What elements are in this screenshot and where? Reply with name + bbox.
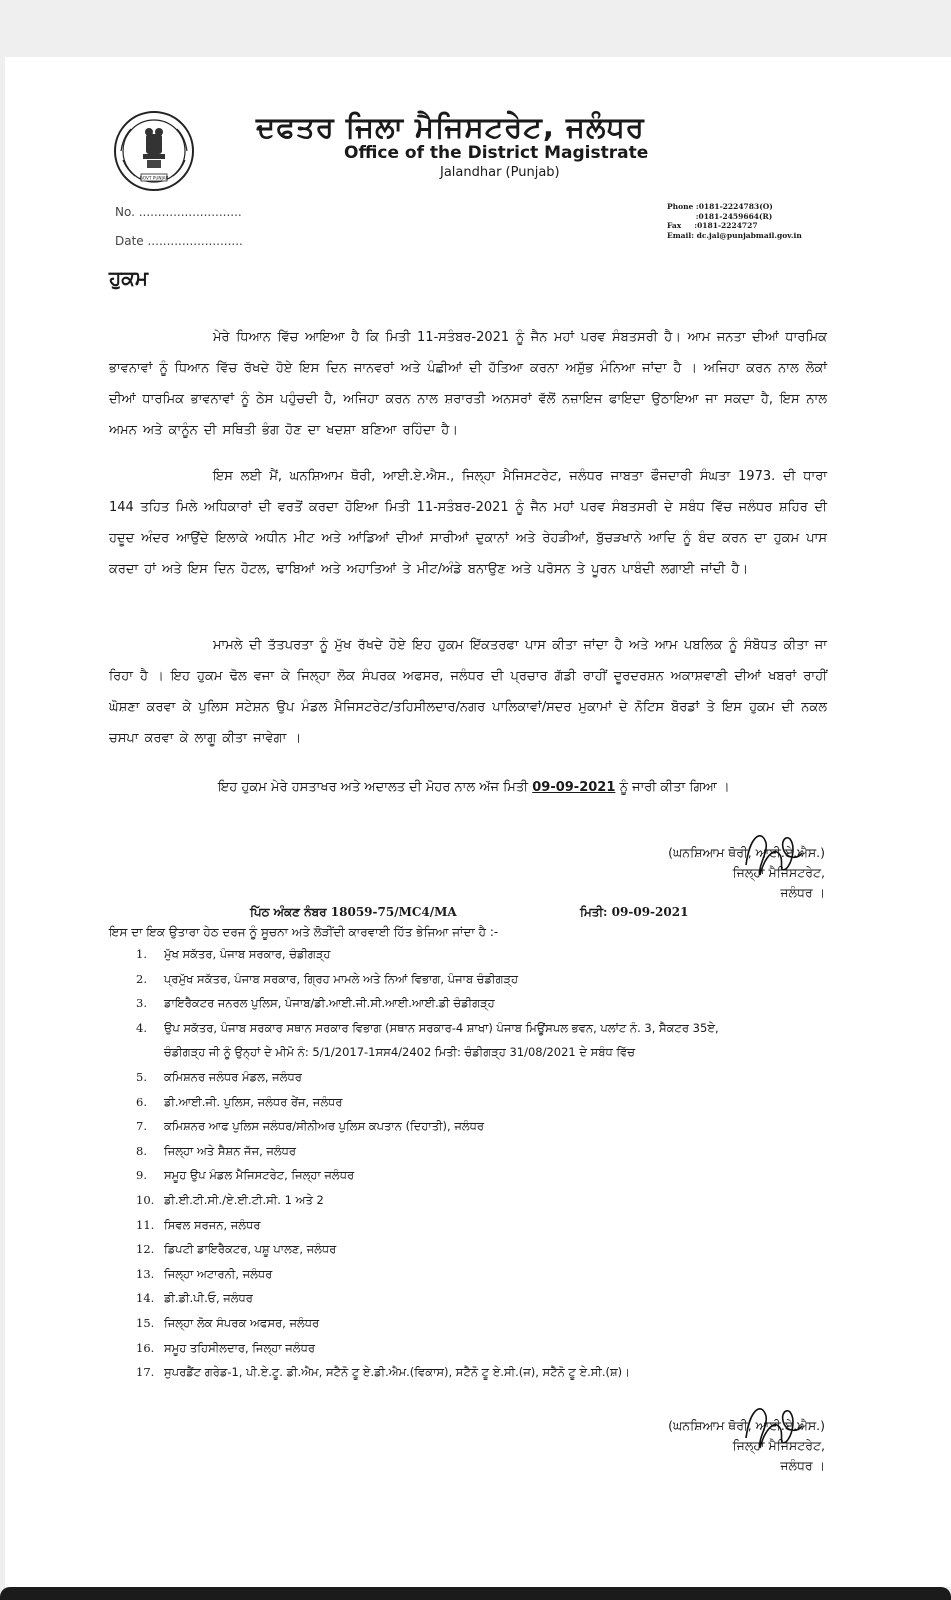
list-item: 1. ਮੁੱਖ ਸਕੱਤਰ, ਪੰਜਾਬ ਸਰਕਾਰ, ਚੰਡੀਗੜ੍ਹ bbox=[136, 947, 331, 961]
list-item: 9. ਸਮੂਹ ਉਪ ਮੰਡਲ ਮੈਜਿਸਟਰੇਟ, ਜਿਲ੍ਹਾ ਜਲੰਧਰ bbox=[136, 1168, 355, 1183]
reference-date-field: Date ......................... bbox=[115, 234, 243, 248]
list-item: 12. ਡਿਪਟੀ ਡਾਇਰੈਕਟਰ, ਪਸ਼ੂ ਪਾਲਣ, ਜਲੰਧਰ bbox=[136, 1242, 337, 1257]
list-item: 6. ਡੀ.ਆਈ.ਜੀ. ਪੁਲਿਸ, ਜਲੰਧਰ ਰੇਂਜ, ਜਲੰਧਰ bbox=[136, 1094, 343, 1109]
list-item: 8. ਜਿਲ੍ਹਾ ਅਤੇ ਸੈਸ਼ਨ ਜੱਜ, ਜਲੰਧਰ bbox=[136, 1143, 297, 1158]
contact-phone-office: Phone :0181-2224783(O) bbox=[667, 202, 773, 211]
signatory-name: (ਘਨਸ਼ਿਆਮ ਥੋਰੀ, ਆਈ.ਏ.ਐਸ.) bbox=[668, 1418, 825, 1433]
order-heading: ਹੁਕਮ bbox=[109, 266, 149, 290]
signatory-place: ਜਲੰਧਰ । bbox=[780, 1458, 825, 1473]
signatory-designation: ਜਿਲ੍ਹਾ ਮੈਜਿਸਟਰੇਟ, bbox=[732, 865, 825, 880]
list-item: 4. ਉਪ ਸਕੱਤਰ, ਪੰਜਾਬ ਸਰਕਾਰ ਸਥਾਨ ਸਰਕਾਰ ਵਿਭਾਗ (ਸਥਾਨ ਸਰਕਾਰ-4 ਸ਼ਾਖਾ) ਪੰਜਾਬ ਮਿਊਂਸਪਲ ਭਵਨ, ਪਲਾਂਟ ਨੰ. 3, ਸੈਕਟਰ 35ਏ, ਚੰਡੀਗੜ੍ਹ ਜੀ ਨੂੰ ਉਨ੍ਹਾਂ ਦੇ ਮੀਮੋ ਨੰ: 5/1/2017-1ਸਸ4/2402 ਮਿਤੀ: ਚੰਡੀਗੜ੍ਹ 31/08/2021 ਦੇ ਸਬੰਧ ਵਿੱਚ bbox=[136, 1020, 719, 1060]
list-item: 10. ਡੀ.ਈ.ਟੀ.ਸੀ./ਏ.ਈ.ਟੀ.ਸੀ. 1 ਅਤੇ 2 bbox=[136, 1192, 324, 1207]
list-item: 13. ਜਿਲ੍ਹਾ ਅਟਾਰਨੀ, ਜਲੰਧਰ bbox=[136, 1266, 273, 1281]
handwritten-signature bbox=[740, 1398, 804, 1456]
order-paragraph-3: ਮਾਮਲੇ ਦੀ ਤੱਤਪਰਤਾ ਨੂੰ ਮੁੱਖ ਰੱਖਦੇ ਹੋਏ ਇਹ ਹੁਕਮ ਇੱਕਤਰਫਾ ਪਾਸ ਕੀਤਾ ਜਾਂਦਾ ਹੈ ਅਤੇ ਆਮ ਪਬਲਿਕ ਨੂੰ ਸੰਬੋਧਤ ਕੀਤਾ ਜਾ ਰਿਹਾ ਹੈ । ਇਹ ਹੁਕਮ ਢੋਲ ਵਜਾ ਕੇ ਜਿਲ੍ਹਾ ਲੋਕ ਸੰਪਰਕ ਅਫਸਰ, ਜਲੰਧਰ ਦੀ ਪ੍ਰਚਾਰ ਗੱਡੀ ਰਾਹੀਂ ਦੂਰਦਰਸ਼ਨ ਅਕਾਸ਼ਵਾਣੀ ਦੀਆਂ ਖਬਰਾਂ ਰਾਹੀਂ ਘੋਸ਼ਣਾ ਕਰਵਾ ਕੇ ਪੁਲਿਸ ਸਟੇਸ਼ਨ ਉਪ ਮੰਡਲ ਮੈਜਿਸਟਰੇਟ/ਤਹਿਸੀਲਦਾਰ/ਨਗਰ ਪਾਲਿਕਾਵਾਂ/ਸਦਰ ਮੁਕਾਮਾਂ ਦੇ ਨੋਟਿਸ ਬੋਰਡਾਂ ਤੇ ਇਸ ਹੁਕਮ ਦੀ ਨਕਲ ਚਸਪਾ ਕਰਵਾ ਕੇ ਲਾਗੂ ਕੀਤਾ ਜਾਵੇਗਾ । bbox=[109, 638, 827, 746]
list-item: 5. ਕਮਿਸ਼ਨਰ ਜਲੰਧਰ ਮੰਡਲ, ਜਲੰਧਰ bbox=[136, 1069, 302, 1084]
endorsement-date: ਮਿਤੀ: 09-09-2021 bbox=[580, 905, 689, 919]
list-item: 2. ਪ੍ਰਮੁੱਖ ਸਕੱਤਰ, ਪੰਜਾਬ ਸਰਕਾਰ, ਗ੍ਰਿਹ ਮਾਮਲੇ ਅਤੇ ਨਿਆਂ ਵਿਭਾਗ, ਪੰਜਾਬ ਚੰਡੀਗੜ੍ਹ bbox=[136, 971, 519, 986]
list-item: 14. ਡੀ.ਡੀ.ਪੀ.ਓ, ਜਲੰਧਰ bbox=[136, 1291, 253, 1306]
bottom-edge-bar bbox=[0, 1587, 951, 1600]
contact-email: Email: dc.jal@punjabmail.gov.in bbox=[667, 230, 802, 240]
list-item: 11. ਸਿਵਲ ਸਰਜਨ, ਜਲੰਧਰ bbox=[136, 1217, 261, 1232]
contact-phone-residence: :0181-2459664(R) bbox=[667, 211, 773, 221]
signatory-designation: ਜਿਲ੍ਹਾ ਮੈਜਿਸਟਰੇਟ, bbox=[732, 1438, 825, 1453]
issue-text-start: ਇਹ ਹੁਕਮ ਮੇਰੇ ਹਸਤਾਖਰ ਅਤੇ ਅਦਾਲਤ ਦੀ ਮੋਹਰ ਨਾਲ ਅੱਜ ਮਿਤੀ bbox=[218, 780, 533, 795]
list-item: 3. ਡਾਇਰੈਕਟਰ ਜਨਰਲ ਪੁਲਿਸ, ਪੰਜਾਬ/ਡੀ.ਆਈ.ਜੀ.ਸੀ.ਆਈ.ਆਈ.ਡੀ ਚੰਡੀਗੜ੍ਹ bbox=[136, 996, 495, 1011]
copy-forwarded-intro: ਇਸ ਦਾ ਇਕ ਉਤਾਰਾ ਹੇਠ ਦਰਜ ਨੂੰ ਸੂਚਨਾ ਅਤੇ ਲੋੜੀਂਦੀ ਕਾਰਵਾਈ ਹਿੱਤ ਭੇਜਿਆ ਜਾਂਦਾ ਹੈ :- bbox=[109, 925, 499, 939]
list-item: 16. ਸਮੂਹ ਤਹਿਸੀਲਦਾਰ, ਜਿਲ੍ਹਾ ਜਲੰਧਰ bbox=[136, 1340, 315, 1355]
list-item: 17. ਸੁਪਰਡੈਂਟ ਗਰੇਡ-1, ਪੀ.ਏ.ਟੂ. ਡੀ.ਐਮ, ਸਟੈਨੋ ਟੂ ਏ.ਡੀ.ਐਮ.(ਵਿਕਾਸ), ਸਟੈਨੋ ਟੂ ਏ.ਸੀ.(ਜ), ਸਟੈਨੋ ਟੂ ਏ.ਸੀ.(ਸ਼)। bbox=[136, 1365, 630, 1380]
signatory-place: ਜਲੰਧਰ । bbox=[780, 885, 825, 900]
signatory-name: (ਘਨਸ਼ਿਆਮ ਥੋਰੀ, ਆਈ.ਏ.ਐਸ.) bbox=[668, 845, 825, 860]
office-location: Jalandhar (Punjab) bbox=[440, 165, 560, 180]
recipient-list bbox=[136, 942, 836, 1385]
emblem-label: GOVT PUNJAB bbox=[139, 175, 169, 181]
order-paragraph-1: ਮੇਰੇ ਧਿਆਨ ਵਿੱਚ ਆਇਆ ਹੈ ਕਿ ਮਿਤੀ 11-ਸਤੰਬਰ-2021 ਨੂੰ ਜੈਨ ਮਹਾਂ ਪਰਵ ਸੰਬਤਸਰੀ ਹੈ। ਆਮ ਜਨਤਾ ਦੀਆਂ ਧਾਰਮਿਕ ਭਾਵਨਾਵਾਂ ਨੂੰ ਧਿਆਨ ਵਿੱਚ ਰੱਖਦੇ ਹੋਏ ਇਸ ਦਿਨ ਜਾਨਵਰਾਂ ਅਤੇ ਪੰਛੀਆਂ ਦੀ ਹੱਤਿਆ ਕਰਨਾ ਅਸ਼ੁੱਭ ਮੰਨਿਆ ਜਾਂਦਾ ਹੈ । ਅਜਿਹਾ ਕਰਨ ਨਾਲ ਲੋਕਾਂ ਦੀਆਂ ਧਾਰਮਿਕ ਭਾਵਨਾਵਾਂ ਨੂੰ ਠੇਸ ਪਹੁੰਚਦੀ ਹੈ, ਅਜਿਹਾ ਕਰਨ ਨਾਲ ਸ਼ਰਾਰਤੀ ਅਨਸਰਾਂ ਵੱਲੋਂ ਨਜ਼ਾਇਜ ਫਾਇਦਾ ਉਠਾਇਆ ਜਾ ਸਕਦਾ ਹੈ, ਇਸ ਨਾਲ ਅਮਨ ਅਤੇ ਕਾਨੂੰਨ ਦੀ ਸਥਿਤੀ ਭੰਗ ਹੋਣ ਦਾ ਖਦਸ਼ਾ ਬਣਿਆ ਰਹਿੰਦਾ ਹੈ। bbox=[109, 330, 827, 438]
list-item: 7. ਕਮਿਸ਼ਨਰ ਆਫ ਪੁਲਿਸ ਜਲੰਧਰ/ਸੀਨੀਅਰ ਪੁਲਿਸ ਕਪਤਾਨ (ਦਿਹਾਤੀ), ਜਲੰਧਰ bbox=[136, 1119, 484, 1134]
issue-statement bbox=[218, 780, 730, 795]
signature-block-order bbox=[640, 843, 825, 903]
punjab-emblem-icon bbox=[113, 110, 195, 192]
endorsement-number: ਪਿੱਠ ਅੰਕਣ ਨੰਬਰ 18059-75/MC4/MA bbox=[250, 905, 457, 919]
contact-details bbox=[667, 202, 802, 240]
issue-text-end: ਨੂੰ ਜਾਰੀ ਕੀਤਾ ਗਿਆ । bbox=[615, 780, 730, 795]
office-title-punjabi: ਦਫਤਰ ਜਿਲਾ ਮੈਜਿਸਟਰੇਟ, ਜਲੰਧਰ bbox=[256, 110, 645, 144]
list-item: 15. ਜਿਲ੍ਹਾ ਲੋਕ ਸੰਪਰਕ ਅਫਸਰ, ਜਲੰਧਰ bbox=[136, 1315, 320, 1330]
signature-block-endorsement bbox=[640, 1416, 825, 1476]
issue-date: 09-09-2021 bbox=[532, 780, 616, 795]
reference-number-field: No. ........................... bbox=[115, 205, 242, 219]
office-title-english: Office of the District Magistrate bbox=[344, 143, 649, 163]
handwritten-signature bbox=[740, 825, 804, 883]
order-paragraph-2: ਇਸ ਲਈ ਮੈਂ, ਘਨਸ਼ਿਆਮ ਥੋਰੀ, ਆਈ.ਏ.ਐਸ., ਜਿਲ੍ਹਾ ਮੈਜਿਸਟਰੇਟ, ਜਲੰਧਰ ਜਾਬਤਾ ਫੌਜਦਾਰੀ ਸੰਘਤਾ 1973. ਦੀ ਧਾਰਾ 144 ਤਹਿਤ ਮਿਲੇ ਅਧਿਕਾਰਾਂ ਦੀ ਵਰਤੋਂ ਕਰਦਾ ਹੋਇਆ ਮਿਤੀ 11-ਸਤੰਬਰ-2021 ਨੂੰ ਜੈਨ ਮਹਾਂ ਪਰਵ ਸੰਬਤਸਰੀ ਦੇ ਸਬੰਧ ਵਿੱਚ ਜਲੰਧਰ ਸ਼ਹਿਰ ਦੀ ਹਦੂਦ ਅੰਦਰ ਆਉਂਦੇ ਇਲਾਕੇ ਅਧੀਨ ਮੀਟ ਅਤੇ ਆਂਡਿਆਂ ਦੀਆਂ ਸਾਰੀਆਂ ਦੁਕਾਨਾਂ ਅਤੇ ਰੇਹੜੀਆਂ, ਬੁੱਚੜਖਾਨੇ ਆਦਿ ਨੂੰ ਬੰਦ ਕਰਨ ਦਾ ਹੁਕਮ ਪਾਸ ਕਰਦਾ ਹਾਂ ਅਤੇ ਇਸ ਦਿਨ ਹੋਟਲ, ਢਾਬਿਆਂ ਅਤੇ ਅਹਾਤਿਆਂ ਤੇ ਮੀਟ/ਅੰਡੇ ਬਨਾਉਣ ਅਤੇ ਪਰੋਸਨ ਤੇ ਪੂਰਨ ਪਾਬੰਦੀ ਲਗਾਈ ਜਾਂਦੀ ਹੈ। bbox=[109, 469, 827, 577]
contact-fax: Fax :0181-2224727 bbox=[667, 221, 758, 230]
